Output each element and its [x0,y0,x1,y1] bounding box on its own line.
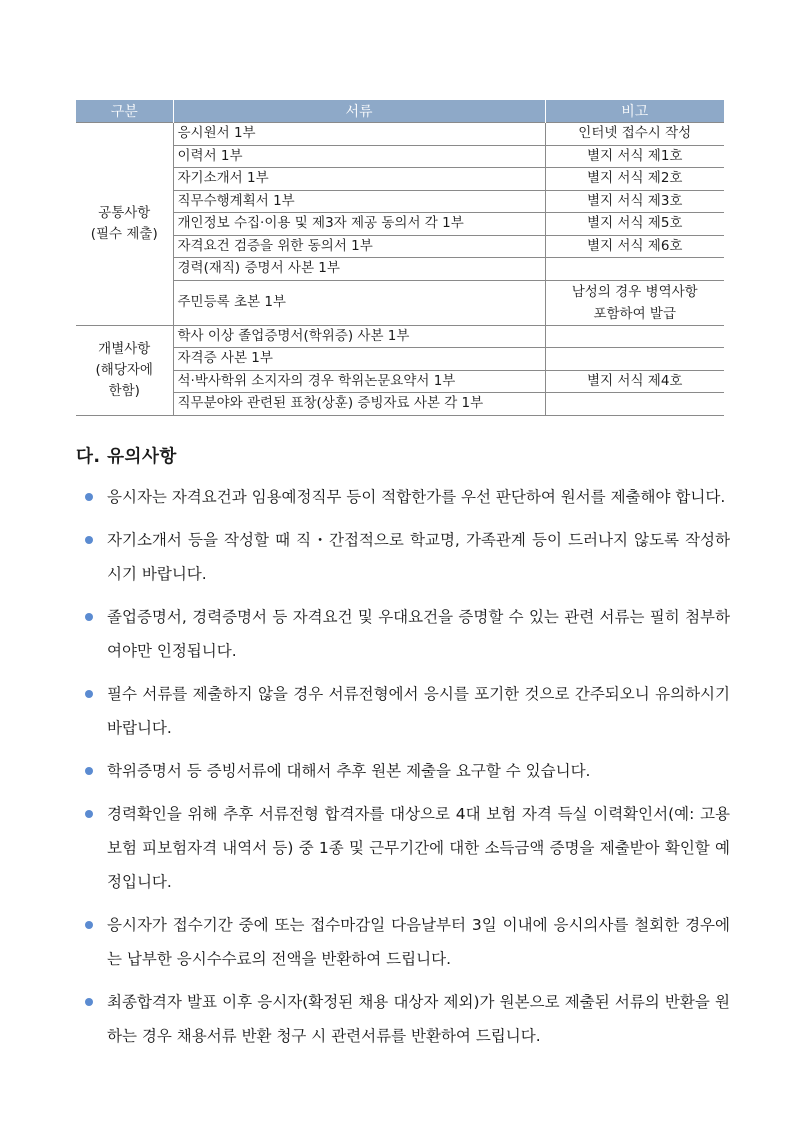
document-cell: 이력서 1부 [173,145,545,168]
table-row [76,123,724,146]
note-text: 자기소개서 등을 작성할 때 직・간접적으로 학교명, 가족관계 등이 드러나지 않도록 작성하시기 바랍니다. [107,531,730,583]
remark-cell: 별지 서식 제3호 [545,190,724,213]
remark-cell [545,325,724,348]
bullet-icon [85,921,93,929]
document-cell: 학사 이상 졸업증명서(학위증) 사본 1부 [173,325,545,348]
note-item [76,677,730,745]
table-row [76,235,724,258]
section-title: 다. 유의사항 [76,447,177,467]
bullet-icon [85,998,93,1006]
remark-cell: 별지 서식 제1호 [545,145,724,168]
table-row [76,190,724,213]
note-item [76,985,730,1053]
document-cell: 개인정보 수집·이용 및 제3자 제공 동의서 각 1부 [173,213,545,236]
group-label: 개별사항 (해당자에 한함) [76,325,173,415]
note-text: 졸업증명서, 경력증명서 등 자격요건 및 우대요건을 증명할 수 있는 관련 서류는 필히 첨부하여야만 인정됩니다. [107,608,730,660]
document-cell: 자격요건 검증을 위한 동의서 1부 [173,235,545,258]
note-text: 경력확인을 위해 추후 서류전형 합격자를 대상으로 4대 보험 자격 득실 이력확인서(예: 고용보험 피보험자격 내역서 등) 중 1종 및 근무기간에 대한 소득금액 증명을 제출받아 확인할 예정입니다. [107,805,730,891]
remark-cell [545,258,724,281]
table-row [76,280,724,325]
table-row [76,168,724,191]
header-documents: 서류 [173,100,545,123]
note-item [76,600,730,668]
bullet-icon [85,690,93,698]
table-row [76,325,724,348]
document-cell: 석·박사학위 소지자의 경우 학위논문요약서 1부 [173,370,545,393]
remark-cell: 별지 서식 제4호 [545,370,724,393]
table-row [76,370,724,393]
bullet-icon [85,767,93,775]
note-item [76,908,730,976]
group-label: 공통사항 (필수 제출) [76,123,173,326]
remark-cell: 별지 서식 제2호 [545,168,724,191]
table-header-row [76,100,724,123]
bullet-icon [85,810,93,818]
remark-cell: 인터넷 접수시 작성 [545,123,724,146]
notes-list [76,480,730,1062]
table-row [76,145,724,168]
header-category: 구분 [76,100,173,123]
table-row [76,258,724,281]
note-item [76,480,730,514]
document-cell: 주민등록 초본 1부 [173,280,545,325]
note-text: 응시자는 자격요건과 임용예정직무 등이 적합한가를 우선 판단하여 원서를 제출해야 합니다. [107,488,726,506]
note-text: 최종합격자 발표 이후 응시자(확정된 채용 대상자 제외)가 원본으로 제출된 서류의 반환을 원하는 경우 채용서류 반환 청구 시 관련서류를 반환하여 드립니다. [107,993,730,1045]
document-cell: 직무분야와 관련된 표창(상훈) 증빙자료 사본 각 1부 [173,393,545,416]
table-body [76,123,724,416]
document-cell: 자격증 사본 1부 [173,348,545,371]
remark-cell [545,393,724,416]
documents-table [76,100,724,416]
note-text: 필수 서류를 제출하지 않을 경우 서류전형에서 응시를 포기한 것으로 간주되오니 유의하시기 바랍니다. [107,685,730,737]
document-cell: 자기소개서 1부 [173,168,545,191]
bullet-icon [85,536,93,544]
document-cell: 응시원서 1부 [173,123,545,146]
remark-cell: 별지 서식 제5호 [545,213,724,236]
table-row [76,213,724,236]
remark-cell: 남성의 경우 병역사항 포함하여 발급 [545,280,724,325]
note-item [76,754,730,788]
table-row [76,348,724,371]
remark-cell [545,348,724,371]
note-item [76,523,730,591]
note-text: 응시자가 접수기간 중에 또는 접수마감일 다음날부터 3일 이내에 응시의사를 철회한 경우에는 납부한 응시수수료의 전액을 반환하여 드립니다. [107,916,730,968]
note-text: 학위증명서 등 증빙서류에 대해서 추후 원본 제출을 요구할 수 있습니다. [107,762,591,780]
bullet-icon [85,613,93,621]
header-remarks: 비고 [545,100,724,123]
bullet-icon [85,493,93,501]
document-cell: 직무수행계획서 1부 [173,190,545,213]
document-cell: 경력(재직) 증명서 사본 1부 [173,258,545,281]
remark-cell: 별지 서식 제6호 [545,235,724,258]
table-row [76,393,724,416]
note-item [76,797,730,899]
